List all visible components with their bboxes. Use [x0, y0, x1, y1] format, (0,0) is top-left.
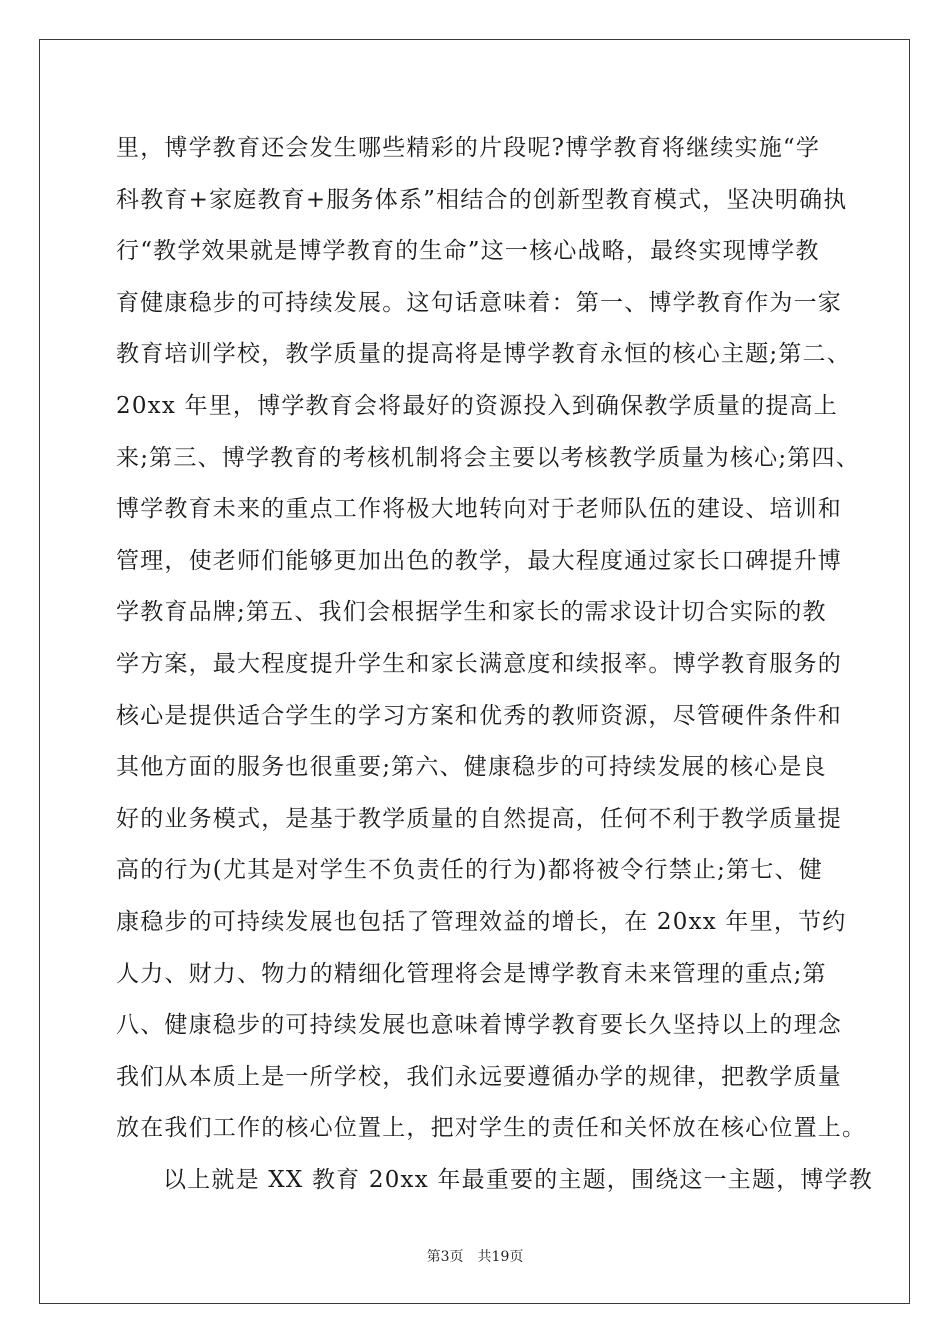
page-total: 共19页: [477, 1249, 524, 1265]
text-line: 核心是提供适合学生的学习方案和优秀的教师资源，尽管硬件条件和: [116, 702, 842, 729]
text-line: 育健康稳步的可持续发展。这句话意味着：第一、博学教育作为一家: [116, 289, 842, 316]
text-line: 人力、财力、物力的精细化管理将会是博学教育未来管理的重点;第: [116, 960, 827, 987]
text-line: 学方案，最大程度提升学生和家长满意度和续报率。博学教育服务的: [116, 650, 842, 677]
text-line: 来;第三、博学教育的考核机制将会主要以考核教学质量为核心;第四、: [116, 444, 860, 471]
text-line: 行“教学效果就是博学教育的生命”这一核心战略，最终实现博学教: [116, 238, 820, 265]
text-line: 学教育品牌;第五、我们会根据学生和家长的需求设计切合实际的教: [116, 599, 827, 626]
document-body: [116, 128, 874, 1211]
text-line: 放在我们工作的核心位置上，把对学生的责任和关怀放在核心位置上。: [116, 1115, 867, 1142]
text-line: 其他方面的服务也很重要;第六、健康稳步的可持续发展的核心是良: [116, 754, 827, 781]
text-line: 好的业务模式，是基于教学质量的自然提高，任何不利于教学质量提: [116, 805, 842, 832]
text-line: 八、健康稳步的可持续发展也意味着博学教育要长久坚持以上的理念: [116, 1012, 842, 1039]
text-line: 我们从本质上是一所学校，我们永远要遵循办学的规律，把教学质量: [116, 1063, 842, 1090]
page-number: 第3页: [426, 1249, 464, 1265]
text-line: 高的行为(尤其是对学生不负责任的行为)都将被令行禁止;第七、健: [116, 857, 823, 884]
paragraph-start-line: 以上就是 XX 教育 20xx 年最重要的主题，围绕这一主题，博学教: [163, 1166, 874, 1193]
text-line: 博学教育未来的重点工作将极大地转向对于老师队伍的建设、培训和: [116, 496, 842, 523]
text-line: 科教育+家庭教育+服务体系”相结合的创新型教育模式，坚决明确执: [116, 186, 848, 213]
text-line: 里，博学教育还会发生哪些精彩的片段呢?博学教育将继续实施“学: [116, 135, 821, 161]
text-line: 教育培训学校，教学质量的提高将是博学教育永恒的核心主题;第二、: [116, 341, 851, 368]
text-line: 20xx 年里，博学教育会将最好的资源投入到确保教学质量的提高上: [116, 392, 838, 419]
page-footer: [0, 1246, 950, 1266]
text-line: 管理，使老师们能够更加出色的教学，最大程度通过家长口碑提升博: [116, 547, 842, 574]
text-line: 康稳步的可持续发展也包括了管理效益的增长，在 20xx 年里，节约: [116, 908, 847, 935]
